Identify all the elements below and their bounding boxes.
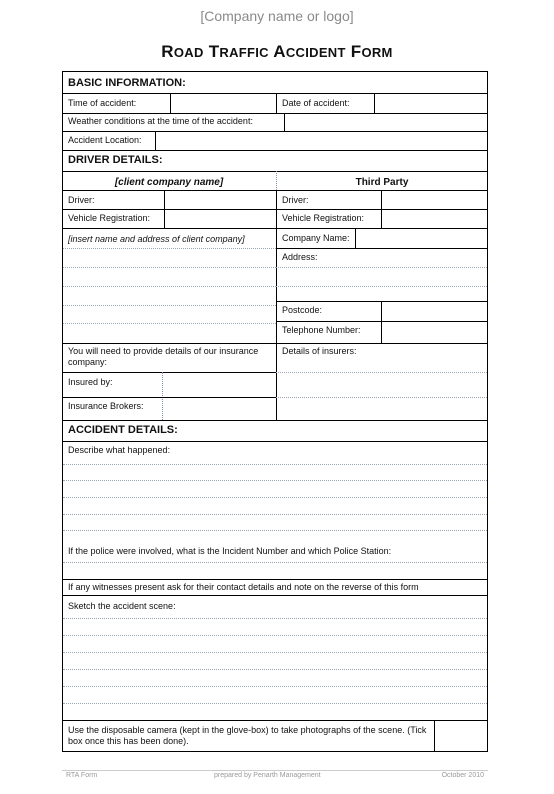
date-of-accident-label: Date of accident: [282,98,350,108]
weather-field[interactable] [285,114,485,131]
client-address-hint: [insert name and address of client company] [68,234,245,244]
describe-what-happened-label: Describe what happened: [68,445,171,455]
company-name-placeholder: [Company name or logo] [200,8,354,24]
client-driver-field[interactable] [165,191,275,209]
third-party-vehicle-registration-label: Vehicle Registration: [282,213,365,223]
client-vehicle-registration-label: Vehicle Registration: [68,213,151,223]
insured-by-label: Insured by: [68,377,113,387]
basic-information-heading: BASIC INFORMATION: [68,77,186,89]
company-name-label: Company Name: [282,233,350,243]
postcode-field[interactable] [382,302,485,321]
address-label: Address: [282,252,318,262]
accident-details-heading: ACCIDENT DETAILS: [68,424,178,436]
form-title: ROAD TRAFFIC ACCIDENT FORM [161,42,393,61]
footer-form-name: RTA Form [66,772,98,779]
insurance-note: You will need to provide details of our insurance company: [68,346,259,367]
accident-form [62,71,488,752]
police-involved-label: If the police were involved, what is the Incident Number and which Police Station: [68,546,392,556]
accident-location-label: Accident Location: [68,135,142,145]
telephone-number-field[interactable] [382,322,485,343]
photos-taken-tick-box[interactable] [435,721,485,751]
time-of-accident-field[interactable] [170,94,275,113]
weather-label: Weather conditions at the time of the accident: [68,116,253,126]
insurance-brokers-field[interactable] [163,398,275,420]
third-party-column-header: Third Party [355,177,409,188]
insured-by-field[interactable] [163,373,275,397]
third-party-vehicle-registration-field[interactable] [382,210,485,228]
insurance-brokers-label: Insurance Brokers: [68,401,144,411]
client-driver-label: Driver: [68,195,95,205]
company-name-field[interactable] [356,229,485,248]
camera-instruction: Use the disposable camera (kept in the glove-box) to take photographs of the scene. (Tick box once this has been done). [68,725,427,746]
postcode-label: Postcode: [282,305,323,315]
accident-location-field[interactable] [156,132,485,150]
address-field[interactable] [277,249,485,301]
sketch-accident-scene-label: Sketch the accident scene: [68,601,176,611]
page-footer [62,770,488,782]
driver-details-heading: DRIVER DETAILS: [68,154,163,166]
telephone-number-label: Telephone Number: [282,325,361,335]
police-incident-field[interactable] [64,558,486,578]
third-party-driver-field[interactable] [382,191,485,209]
third-party-driver-label: Driver: [282,195,309,205]
client-company-column-header: [client company name] [114,177,224,188]
footer-date: October 2010 [441,772,484,779]
date-of-accident-field[interactable] [375,94,485,113]
footer-prepared-by: prepared by Penarth Management [214,772,321,779]
witnesses-note: If any witnesses present ask for their contact details and note on the reverse of this form [68,582,419,592]
time-of-accident-label: Time of accident: [68,98,137,108]
details-of-insurers-field[interactable] [277,359,485,420]
details-of-insurers-label: Details of insurers: [282,346,357,356]
client-vehicle-registration-field[interactable] [165,210,275,228]
